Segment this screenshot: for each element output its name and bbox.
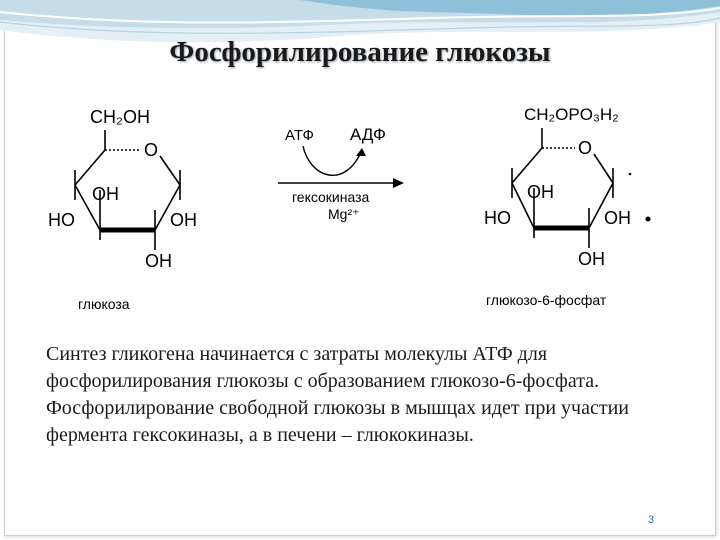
g6p-structure [484, 105, 651, 308]
glucose-caption: глюкоза [78, 296, 130, 312]
glucose-ho-left: HO [48, 210, 75, 230]
curved-arrow-head-icon [356, 148, 366, 156]
glucose-structure [48, 107, 197, 312]
enzyme-label: гексокиназа [292, 189, 370, 205]
reaction-diagram [0, 90, 720, 325]
glucose-oh-right: OH [170, 210, 197, 230]
cofactor-label: Mg²⁺ [328, 206, 360, 222]
g6p-caption: глюкозо-6-фосфат [486, 292, 607, 308]
g6p-ho-left: HO [484, 208, 511, 228]
g6p-ring-o: O [578, 138, 593, 158]
glucose-ring-o: O [144, 140, 159, 160]
atp-label: АТФ [285, 127, 314, 144]
g6p-oh-bottom: OH [578, 249, 605, 269]
g6p-oh-upper: OH [527, 182, 554, 202]
g6p-ch2opo3h-label: CH₂OPO₃H₂ [524, 105, 619, 124]
glucose-oh-bottom: OH [145, 251, 172, 271]
body-paragraph: Синтез гликогена начинается с затраты молекулы АТФ для фосфорилирования глюкозы с образованием глюкозо-6-фосфата. Фосфорилирование свободной глюкозы в мышцах идет при участии фермента гексокиназы, а в печени – глюкокиназы. [46, 343, 629, 446]
page-number: 3 [648, 514, 655, 526]
reaction-arrow-group [278, 125, 404, 222]
g6p-oh-right: OH [604, 208, 631, 228]
slide-title: Фосфорилирование глюкозы [169, 36, 551, 68]
glucose-ch2oh-label: CH₂OH [90, 107, 150, 127]
adp-label: АДФ [350, 125, 386, 144]
glucose-oh-upper: OH [92, 184, 119, 204]
